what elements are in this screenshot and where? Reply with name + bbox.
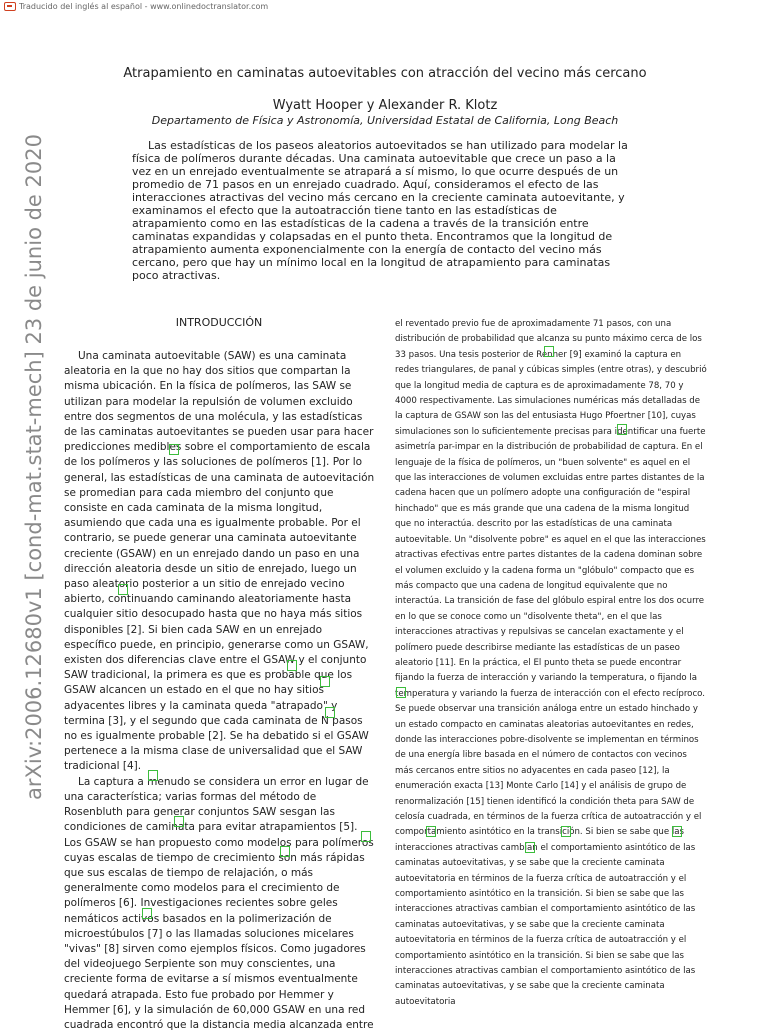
translation-marker	[118, 584, 128, 595]
right-paragraph-1: el reventado previo fue de aproximadamente 71 pasos, con una distribución de probabilidad que alcanza su punto máximo cerca de los 33 pasos. Una tesis posterior de Renner [9] examinó la captura en redes triangulares, de panal y cúbicas simples (entre otras), y descubrió que la longitud media de captura es de aproximadamente 78, 70 y 4000 respectivamente. Las simulaciones numéricas más detalladas de la captura de GSAW son las del entusiasta Hugo Pfoertner [10], cuyas simulaciones son lo suficientemente precisas para identificar una fuerte asimetría par-impar en la distribución de probabilidad de captura. En el lenguaje de la física de polímeros, un "buen solvente" es aquel en el que las interacciones de volumen excluidas entre partes distantes de la cadena hacen que un polímero adopte una configuración de "espiral hinchado" que es más grande que una cadena de la misma longitud que no interactúa. descrito por las estadísticas de una caminata autoevitable. Un "disolvente pobre" es aquel en el que las interacciones atractivas efectivas entre partes distantes de la cadena dominan sobre el volumen excluido y la cadena forma un "glóbulo" compacto que es más compacto que una cadena de longitud equivalente que no interactúa. La transición de fase del glóbulo espiral entre los dos ocurre en lo que se conoce como un "disolvente theta", en el que las interacciones atractivas y repulsivas se cancelan exactamente y el polímero puede describirse mediante las estadísticas de un paseo aleatorio [11]. En la práctica, el El punto theta se puede encontrar fijando la fuerza de interacción y variando la temperatura, o fijando la temperatura y variando la fuerza de interacción con el efecto recíproco. Se puede observar una transición análoga entre un estado hinchado y un estado compacto en caminatas aleatorias autoevitantes en redes, donde las interacciones pobre-disolvente se implementan en términos de una energía libre basada en el número de contactos con vecinos más cercanos entre sitios no adyacentes en cada paseo [12], la enumeración exacta [13] Monte Carlo [14] y el análisis de grupo de renormalización [15] tienen identificó la condición theta para SAW de celosía cuadrada, en términos de la fuerza crítica de autoatracción y el comportamiento asintótico en la transición. Si bien se sabe que las interacciones atractivas cambian el comportamiento asintótico de las caminatas autoevitativas, y se sabe que la creciente caminata autoevitatoria en términos de la fuerza crítica de autoatracción y el comportamiento asintótico en la transición. Si bien se sabe que las interacciones atractivas cambian el comportamiento asintótico de las caminatas autoevitativas, y se sabe que la creciente caminata autoevitatoria en términos de la fuerza crítica de autoatracción y el comportamiento asintótico en la transición. Si bien se sabe que las interacciones atractivas cambian el comportamiento asintótico de las caminatas autoevitativas, y se sabe que la creciente caminata autoevitatoria	[395, 319, 707, 1007]
right-column	[395, 317, 707, 1010]
translation-marker	[174, 816, 184, 827]
translation-marker	[672, 826, 682, 837]
translation-marker	[617, 424, 627, 435]
translation-marker	[561, 826, 571, 837]
translator-logo-icon	[4, 2, 16, 11]
translation-marker	[169, 444, 179, 455]
translation-marker	[287, 660, 297, 671]
translation-marker	[544, 346, 554, 357]
paper-title: Atrapamiento en caminatas autoevitables con atracción del vecino más cercano	[123, 66, 647, 81]
translation-marker	[426, 826, 436, 837]
left-column	[64, 349, 375, 1033]
translation-marker	[148, 770, 158, 781]
translation-marker	[325, 707, 335, 718]
paper-affiliation: Departamento de Física y Astronomía, Universidad Estatal de California, Long Beach	[151, 114, 619, 127]
translation-marker	[320, 676, 330, 687]
section-heading: INTRODUCCIÓN	[175, 316, 263, 329]
translation-marker	[280, 846, 290, 857]
translator-banner[interactable]	[4, 0, 268, 12]
translation-marker	[361, 831, 371, 842]
paper-authors: Wyatt Hooper y Alexander R. Klotz	[272, 98, 498, 113]
translation-marker	[525, 842, 535, 853]
translation-marker	[142, 908, 152, 919]
left-paragraph-2: La captura a menudo se considera un error en lugar de una característica; varias formas del método de Rosenbluth para generar conjuntos SAW sesgan las condiciones de caminata para evitar atrapamientos [5]. Los GSAW se han propuesto como modelos para polímeros cuyas escalas de tiempo de crecimiento son más rápidas que sus escalas de tiempo de relajación, o más generalmente como modelos para el crecimiento de polímeros [6]. Investigaciones recientes sobre geles nemáticos activos basados en la polimerización de microestúbulos [7] o las llamadas soluciones micelares "vivas" [8] sirven como ejemplos físicos. Como jugadores del videojuego Serpiente son muy conscientes, una creciente forma de evitarse a sí mismos eventualmente quedará atrapada. Esto fue probado por Hemmer y Hemmer [6], y la simulación de 60,000 GSAW en una red cuadrada encontró que la distancia media alcanzada entre	[64, 775, 374, 1031]
translation-marker	[396, 687, 406, 698]
left-paragraph-1: Una caminata autoevitable (SAW) es una caminata aleatoria en la que no hay dos sitios que compartan la misma ubicación. En la física de polímeros, las SAW se utilizan para modelar la repulsión de volumen excluido entre dos segmentos de una molécula, y las estadísticas de las caminatas autoevitantes se pueden usar para hacer predicciones medibles sobre el comportamiento de escala de los polímeros y las soluciones de polímeros [1]. Por lo general, las estadísticas de una caminata de autoevitación se promedian para cada miembro del conjunto que consiste en cada caminata de la misma longitud, asumiendo que cada una es igualmente probable. Por el contrario, se puede generar una caminata autoevitante creciente (GSAW) en un enrejado dando un paso en una dirección aleatoria desde un sitio de enrejado, luego un paso aleatorio posterior a un sitio de enrejado vecino abierto, continuando caminando aleatoriamente hasta cualquier sitio desocupado hasta que no haya más sitios disponibles [2]. Si bien cada SAW en un enrejado específico puede, en principio, generarse como un GSAW, existen dos diferencias clave entre el GSAW y el conjunto SAW tradicional, la primera es que es probable que los GSAW alcancen un estado en el que no hay sitios adyacentes libres y la caminata queda "atrapado" y termina [3], y el segundo que cada caminata de N pasos no es igualmente probable [2]. Se ha debatido si el GSAW pertenece a la misma clase de universalidad que el SAW tradicional [4].	[64, 350, 375, 773]
arxiv-identifier: arXiv:2006.12680v1 [cond-mat.stat-mech] 23 de junio de 2020	[22, 134, 46, 800]
abstract: Las estadísticas de los paseos aleatorios autoevitados se han utilizado para modelar la física de polímeros durante décadas. Una caminata autoevitable que crece un paso a la vez en un enrejado eventualmente se atrapará a sí mismo, lo que ocurre después de un promedio de 71 pasos en un enrejado cuadrado. Aquí, consideramos el efecto de las interacciones atractivas del vecino más cercano en la creciente caminata autoevitante, y examinamos el efecto que la autoatracción tiene tanto en las estadísticas de atrapamiento como en las estadísticas de la cadena a través de la transición entre caminatas expandidas y colapsadas en el punto theta. Encontramos que la longitud de atrapamiento aumenta exponencialmente con la energía de contacto del vecino más cercano, pero que hay un mínimo local en la longitud de atrapamiento para caminatas poco atractivas.	[132, 139, 628, 282]
translator-banner-text[interactable]: Traducido del inglés al español - www.onlinedoctranslator.com	[19, 1, 269, 11]
